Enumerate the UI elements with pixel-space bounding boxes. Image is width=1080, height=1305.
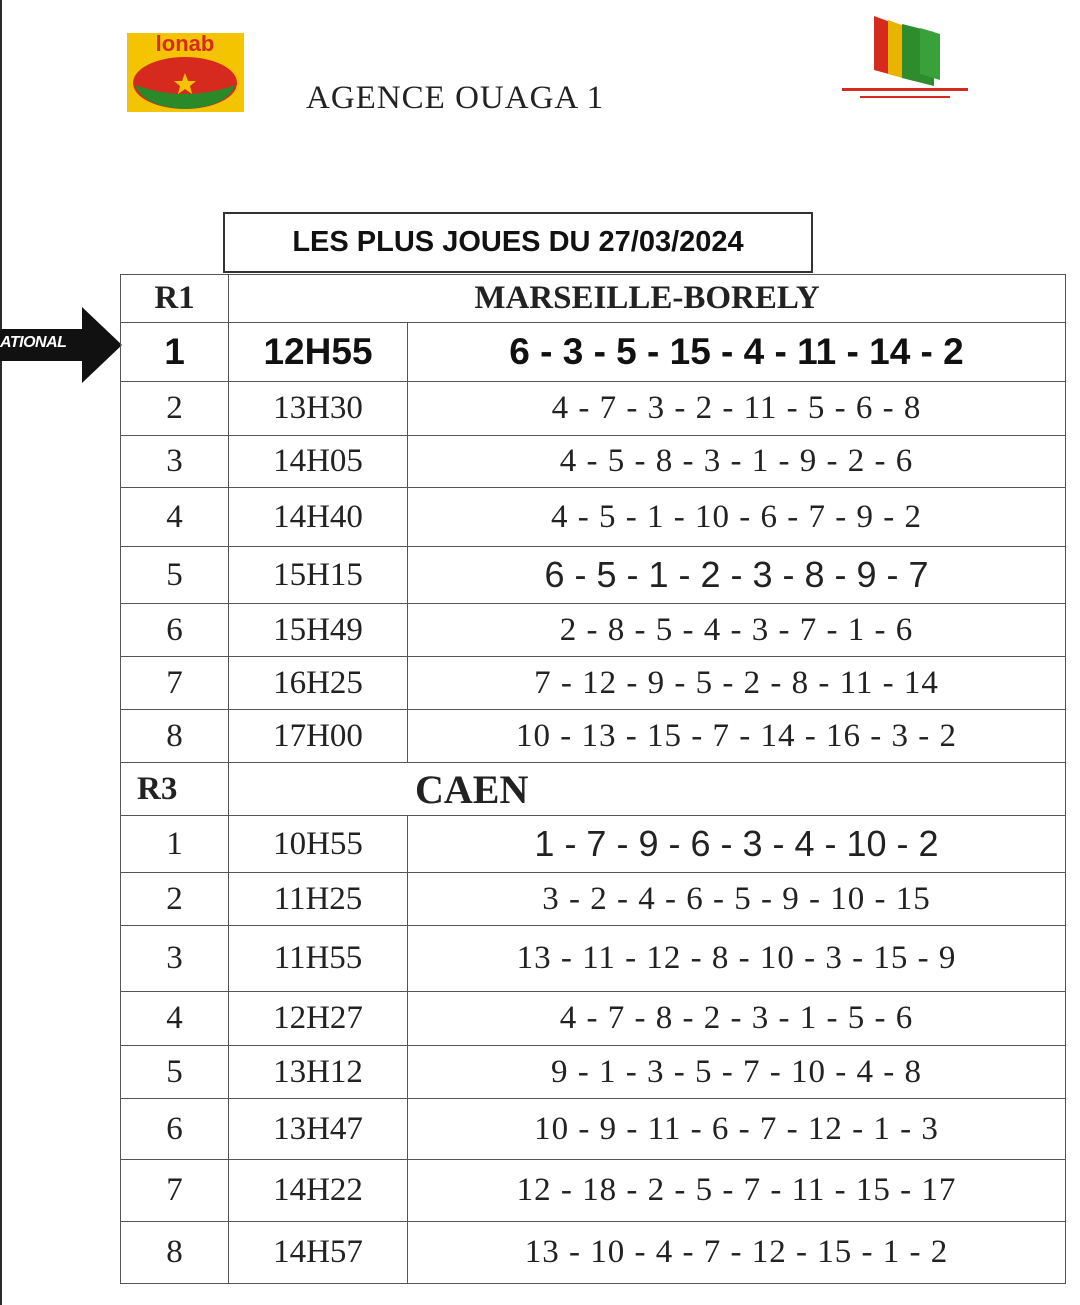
lonab-logo bbox=[127, 33, 244, 112]
meeting-header bbox=[121, 763, 1066, 816]
agency-title: AGENCE OUAGA 1 bbox=[306, 80, 605, 116]
race-picks: 4 - 5 - 1 - 10 - 6 - 7 - 9 - 2 bbox=[408, 488, 1066, 547]
race-time: 11H55 bbox=[229, 926, 408, 992]
meeting-header bbox=[121, 275, 1066, 323]
table-row bbox=[121, 873, 1066, 926]
race-time: 17H00 bbox=[229, 710, 408, 763]
race-time: 10H55 bbox=[229, 816, 408, 873]
race-number: 5 bbox=[121, 1046, 229, 1099]
race-picks: 7 - 12 - 9 - 5 - 2 - 8 - 11 - 14 bbox=[408, 657, 1066, 710]
race-picks: 3 - 2 - 4 - 6 - 5 - 9 - 10 - 15 bbox=[408, 873, 1066, 926]
race-time: 14H05 bbox=[229, 436, 408, 488]
race-time: 13H30 bbox=[229, 382, 408, 436]
race-time: 11H25 bbox=[229, 873, 408, 926]
table-row bbox=[121, 436, 1066, 488]
table-row bbox=[121, 488, 1066, 547]
table-row bbox=[121, 382, 1066, 436]
race-picks: 13 - 11 - 12 - 8 - 10 - 3 - 15 - 9 bbox=[408, 926, 1066, 992]
race-picks: 2 - 8 - 5 - 4 - 3 - 7 - 1 - 6 bbox=[408, 604, 1066, 657]
race-picks: 4 - 7 - 3 - 2 - 11 - 5 - 6 - 8 bbox=[408, 382, 1066, 436]
table-row bbox=[121, 926, 1066, 992]
table-row bbox=[121, 992, 1066, 1046]
arrow-label: ATIONAL bbox=[0, 334, 67, 351]
race-picks: 1 - 7 - 9 - 6 - 3 - 4 - 10 - 2 bbox=[408, 816, 1066, 873]
table-row bbox=[121, 323, 1066, 382]
table-row bbox=[121, 604, 1066, 657]
race-number: 4 bbox=[121, 488, 229, 547]
meeting-code: R3 bbox=[121, 763, 229, 816]
race-number: 2 bbox=[121, 382, 229, 436]
page-title: LES PLUS JOUES DU 27/03/2024 bbox=[223, 212, 813, 273]
race-picks: 4 - 7 - 8 - 2 - 3 - 1 - 5 - 6 bbox=[408, 992, 1066, 1046]
race-picks: 13 - 10 - 4 - 7 - 12 - 15 - 1 - 2 bbox=[408, 1222, 1066, 1284]
race-number: 8 bbox=[121, 1222, 229, 1284]
race-time: 14H57 bbox=[229, 1222, 408, 1284]
race-picks: 12 - 18 - 2 - 5 - 7 - 11 - 15 - 17 bbox=[408, 1160, 1066, 1222]
race-picks: 6 - 5 - 1 - 2 - 3 - 8 - 9 - 7 bbox=[408, 547, 1066, 604]
race-time: 14H22 bbox=[229, 1160, 408, 1222]
race-number: 1 bbox=[121, 816, 229, 873]
race-time: 14H40 bbox=[229, 488, 408, 547]
race-time: 16H25 bbox=[229, 657, 408, 710]
race-number: 2 bbox=[121, 873, 229, 926]
meeting-venue: MARSEILLE-BORELY bbox=[229, 275, 1066, 323]
race-number: 3 bbox=[121, 926, 229, 992]
table-row bbox=[121, 1099, 1066, 1160]
race-time: 12H27 bbox=[229, 992, 408, 1046]
race-picks: 10 - 13 - 15 - 7 - 14 - 16 - 3 - 2 bbox=[408, 710, 1066, 763]
race-picks: 9 - 1 - 3 - 5 - 7 - 10 - 4 - 8 bbox=[408, 1046, 1066, 1099]
table-row bbox=[121, 1160, 1066, 1222]
table-row bbox=[121, 1046, 1066, 1099]
race-number: 6 bbox=[121, 1099, 229, 1160]
race-number: 7 bbox=[121, 657, 229, 710]
table-row bbox=[121, 547, 1066, 604]
table-row bbox=[121, 710, 1066, 763]
race-number: 8 bbox=[121, 710, 229, 763]
race-number: 3 bbox=[121, 436, 229, 488]
race-number: 5 bbox=[121, 547, 229, 604]
table-row bbox=[121, 816, 1066, 873]
race-time: 12H55 bbox=[229, 323, 408, 382]
race-picks: 6 - 3 - 5 - 15 - 4 - 11 - 14 - 2 bbox=[408, 323, 1066, 382]
race-number: 4 bbox=[121, 992, 229, 1046]
table-row bbox=[121, 657, 1066, 710]
race-number: 6 bbox=[121, 604, 229, 657]
table-row bbox=[121, 1222, 1066, 1284]
meeting-venue: CAEN bbox=[229, 763, 1066, 816]
race-time: 15H49 bbox=[229, 604, 408, 657]
race-picks: 10 - 9 - 11 - 6 - 7 - 12 - 1 - 3 bbox=[408, 1099, 1066, 1160]
page-border bbox=[0, 0, 2, 1305]
svg-text:lonab: lonab bbox=[155, 33, 215, 56]
race-time: 13H12 bbox=[229, 1046, 408, 1099]
race-picks: 4 - 5 - 8 - 3 - 1 - 9 - 2 - 6 bbox=[408, 436, 1066, 488]
partner-logo bbox=[838, 14, 972, 106]
race-number: 7 bbox=[121, 1160, 229, 1222]
races-table bbox=[120, 274, 1066, 1284]
race-number: 1 bbox=[121, 323, 229, 382]
meeting-code: R1 bbox=[121, 275, 229, 323]
race-time: 15H15 bbox=[229, 547, 408, 604]
race-time: 13H47 bbox=[229, 1099, 408, 1160]
